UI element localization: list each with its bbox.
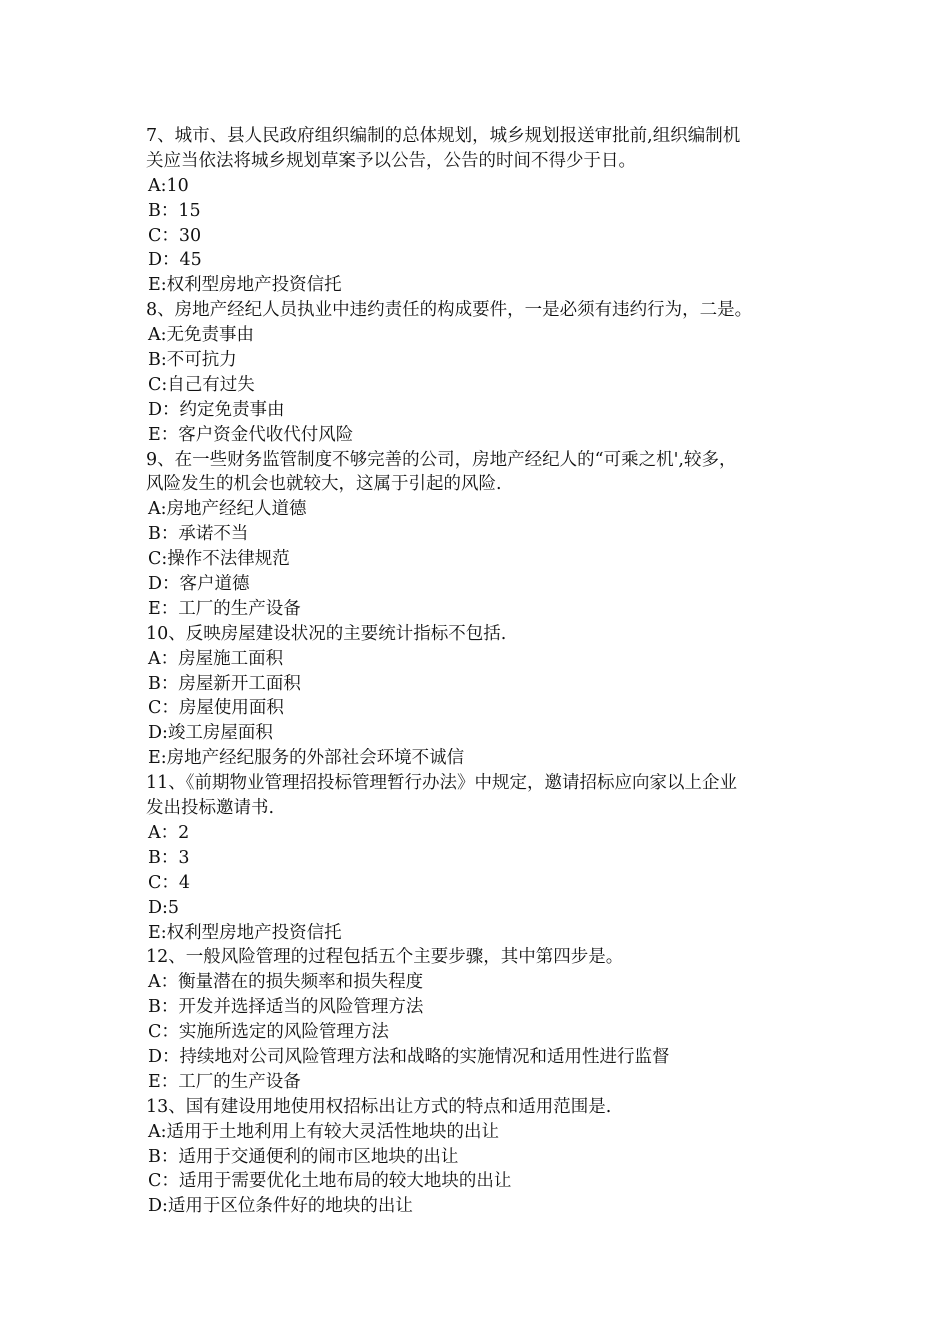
question-line: 13、国有建设用地使用权招标出让方式的特点和适用范围是.: [146, 1096, 612, 1117]
answer-option-line: D:适用于区位条件好的地块的出让: [148, 1196, 413, 1217]
answer-option-line: E:房地产经纪服务的外部社会环境不诚信: [148, 748, 465, 769]
answer-option-line: D：45: [148, 250, 202, 271]
answer-option-line: D:竣工房屋面积: [148, 723, 273, 744]
answer-option-line: A：衡量潜在的损失频率和损失程度: [148, 972, 424, 993]
answer-option-line: E:权利型房地产投资信托: [148, 922, 342, 943]
answer-option-line: B：开发并选择适当的风险管理方法: [148, 997, 424, 1018]
answer-option-line: B：承诺不当: [148, 524, 249, 545]
question-line: 8、房地产经纪人员执业中违约责任的构成要件，一是必须有违约行为，二是。: [146, 300, 753, 321]
answer-option-line: C：实施所选定的风险管理方法: [148, 1022, 389, 1043]
answer-option-line: C：30: [148, 225, 202, 246]
answer-option-line: D：约定免责事由: [148, 399, 285, 420]
answer-option-line: C:操作不法律规范: [148, 549, 290, 570]
answer-option-line: D：客户道德: [148, 574, 250, 595]
answer-option-line: B:不可抗力: [148, 350, 237, 371]
question-line: 7、城市、县人民政府组织编制的总体规划，城乡规划报送审批前,组织编制机: [146, 126, 741, 146]
answer-option-line: A:房地产经纪人道德: [148, 499, 307, 520]
answer-option-line: B：15: [148, 200, 201, 221]
answer-option-line: D:5: [148, 897, 180, 918]
question-line: 9、在一些财务监管制度不够完善的公司，房地产经纪人的“可乘之机',较多，: [146, 449, 737, 470]
answer-option-line: A：房屋施工面积: [148, 648, 284, 669]
question-line: 12、一般风险管理的过程包括五个主要步骤，其中第四步是。: [146, 947, 624, 968]
question-line: 10、反映房屋建设状况的主要统计指标不包括.: [146, 623, 507, 644]
answer-option-line: E：工厂的生产设备: [148, 1071, 301, 1092]
question-line: 发出投标邀请书.: [146, 798, 275, 819]
answer-option-line: E：客户资金代收代付风险: [148, 424, 354, 445]
exam-question-text: [146, 124, 816, 1219]
answer-option-line: A:无免责事由: [148, 325, 255, 346]
answer-option-line: A：2: [148, 822, 190, 843]
answer-option-line: A:适用于土地利用上有较大灵活性地块的出让: [148, 1121, 500, 1142]
answer-option-line: E：工厂的生产设备: [148, 598, 301, 619]
question-line: 11、《前期物业管理招投标管理暂行办法》中规定，邀请招标应向家以上企业: [146, 773, 738, 794]
answer-option-line: C：4: [148, 872, 191, 893]
question-line: 关应当依法将城乡规划草案予以公告，公告的时间不得少于日。: [146, 150, 636, 171]
answer-option-line: E:权利型房地产投资信托: [148, 275, 342, 296]
answer-option-line: C：适用于需要优化土地布局的较大地块的出让: [148, 1171, 512, 1192]
question-line: 风险发生的机会也就较大，这属于引起的风险.: [146, 474, 502, 495]
answer-option-line: A:10: [148, 175, 189, 196]
answer-option-line: B：适用于交通便利的闹市区地块的出让: [148, 1146, 459, 1167]
answer-option-line: B：房屋新开工面积: [148, 673, 301, 694]
answer-option-line: C：房屋使用面积: [148, 698, 284, 719]
answer-option-line: D：持续地对公司风险管理方法和战略的实施情况和适用性进行监督: [148, 1046, 670, 1067]
answer-option-line: B：3: [148, 847, 190, 868]
answer-option-line: C:自己有过失: [148, 374, 255, 395]
